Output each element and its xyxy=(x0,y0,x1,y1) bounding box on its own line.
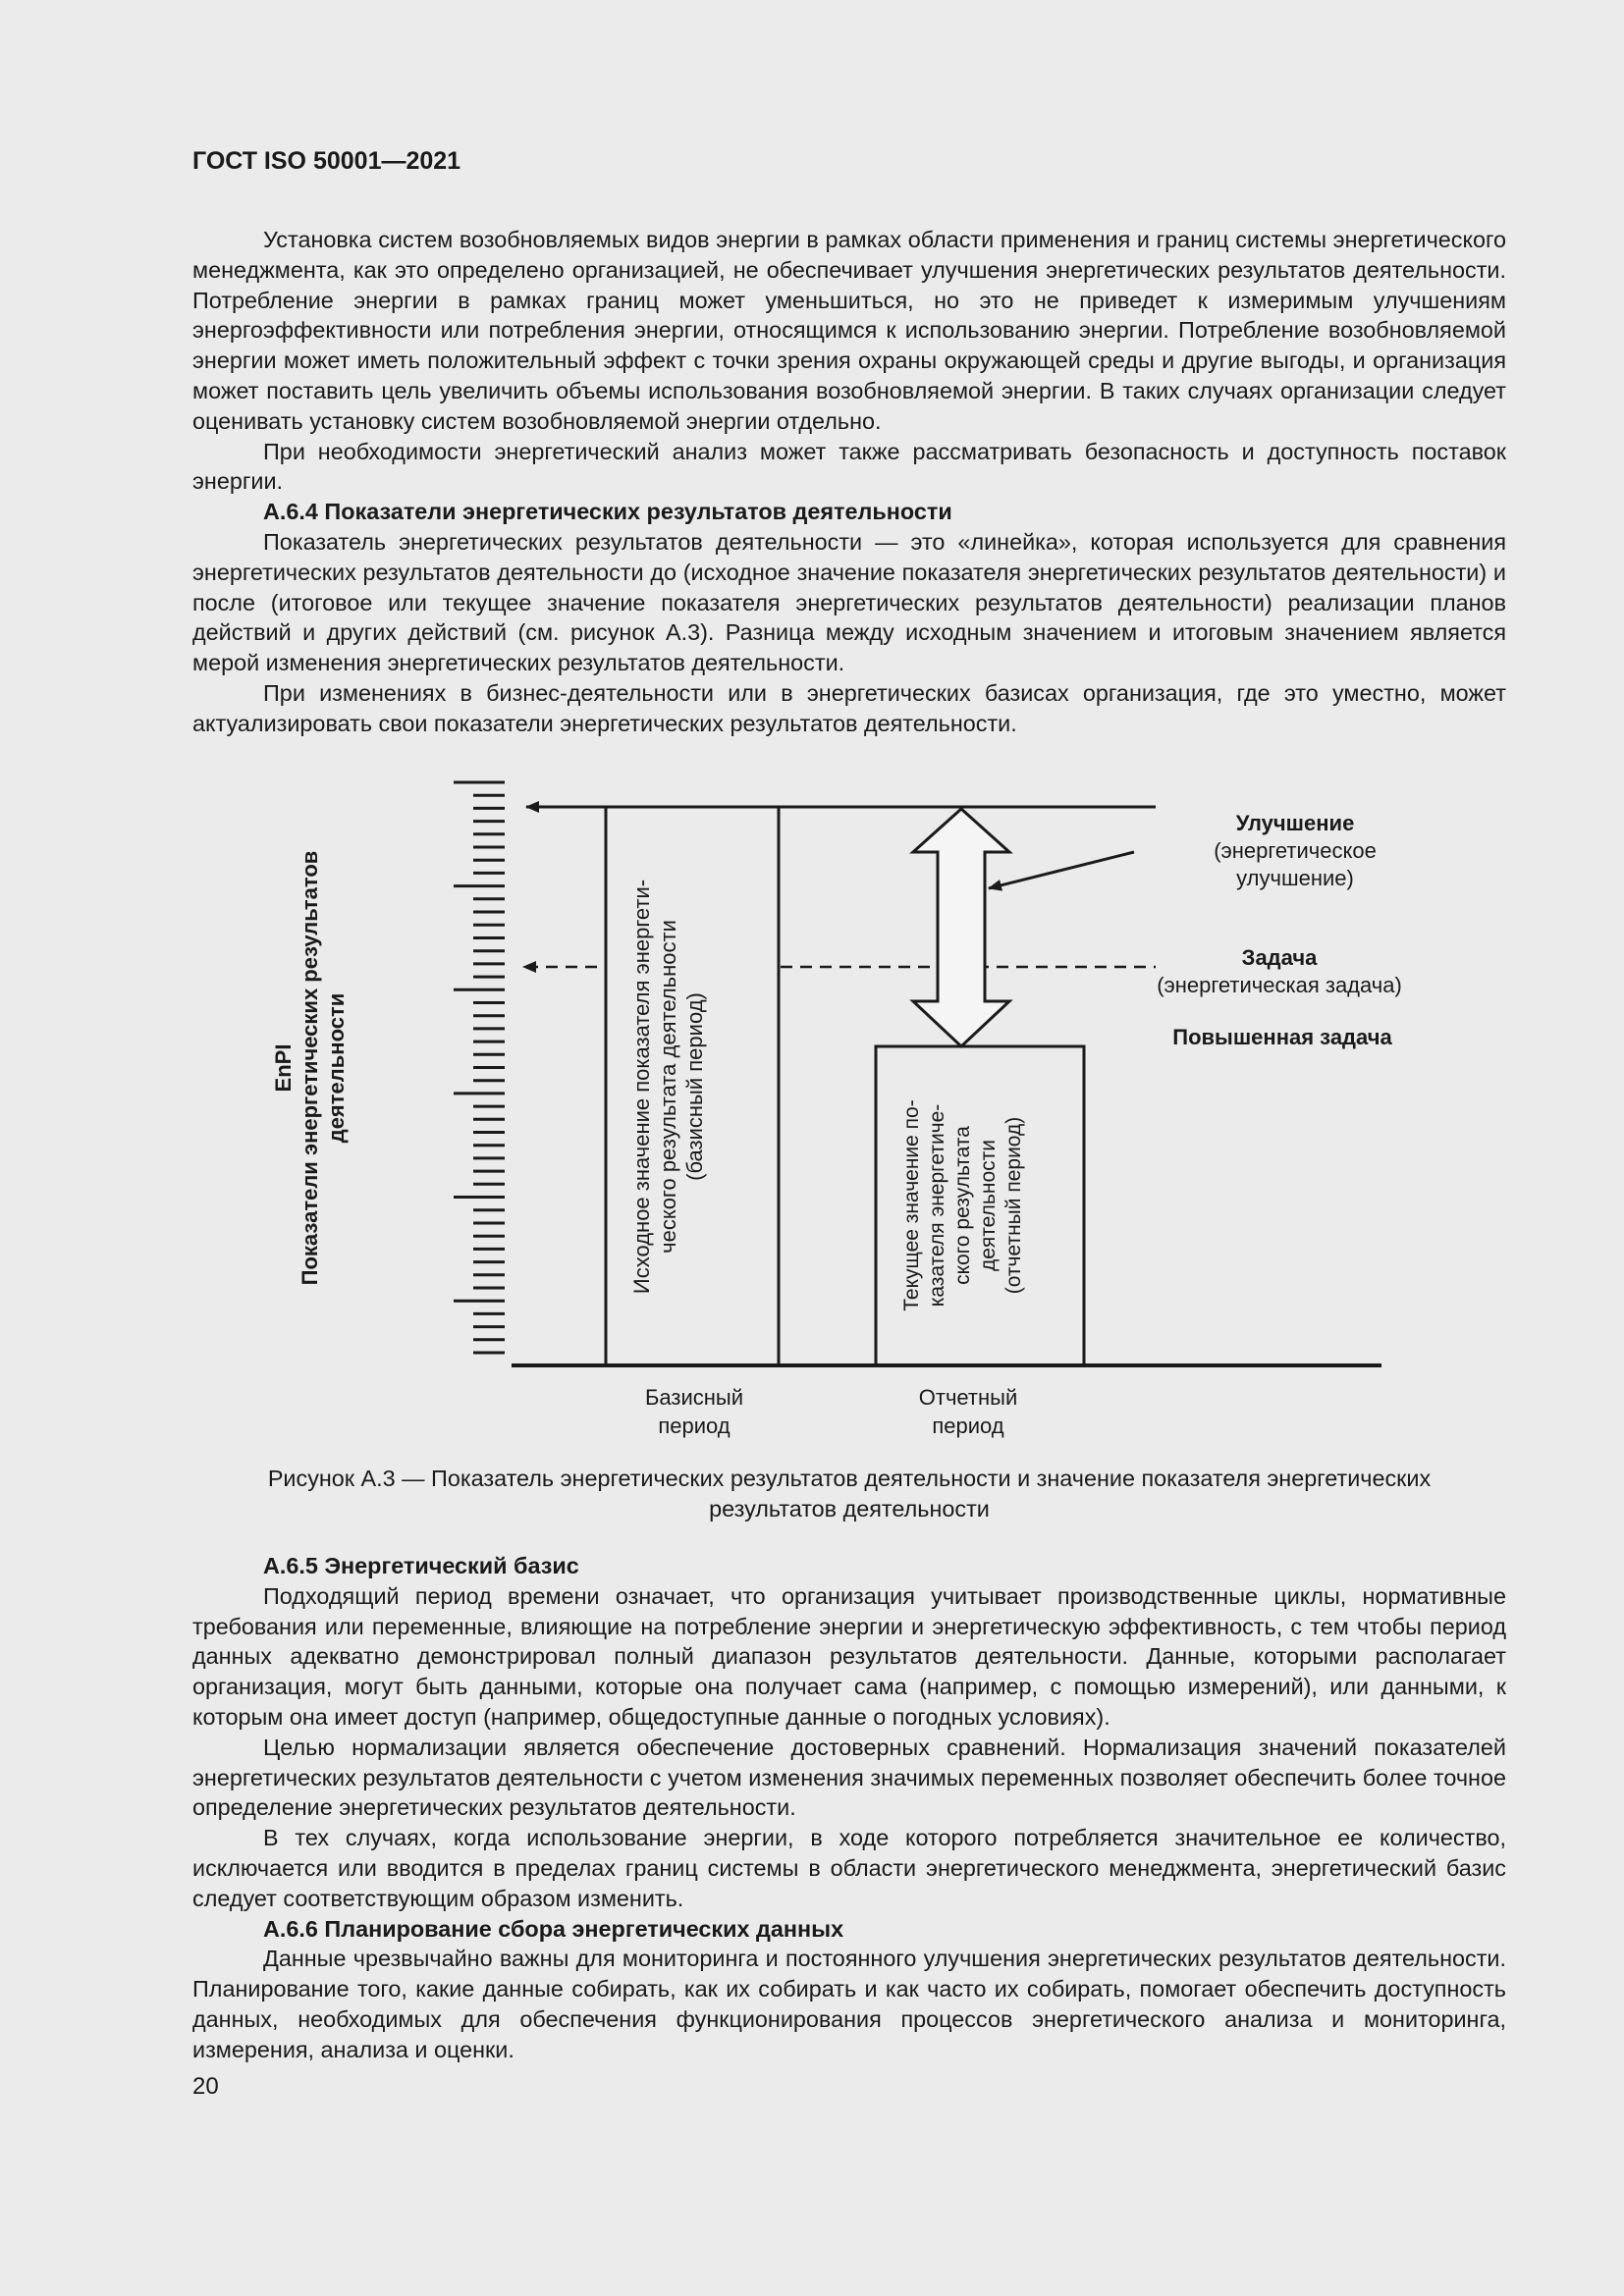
ruler-scale xyxy=(454,782,505,1353)
paragraph: Подходящий период времени означает, что организация учитывает производственные циклы, нормативные требования или переменные, влияющие на потребление энергии и энергетическую эффективность, с тем чтобы период данных адекватно демонстрировал полный диапазон результатов деятельности. Данные, которыми располагает организация, могут быть данными, которые она получает сама (например, с помощью измерений), или данными, к которым она имеет доступ (например, общедоступные данные о погодных условиях). xyxy=(192,1582,1506,1730)
current-bar-label-line2: казателя энергетиче- xyxy=(926,1103,948,1308)
improvement-pointer-arrow xyxy=(989,852,1134,888)
target-label-line2: (энергетическая задача) xyxy=(1157,973,1402,997)
paragraph: Целью нормализации является обеспечение достоверных сравнений. Нормализация значений показателей энергетических результатов деятельности с учетом изменения значимых переменных позволяет обеспечить более точное определение энергетических результатов деятельности. xyxy=(192,1734,1506,1821)
stretch-target-label: Повышенная задача xyxy=(1172,1025,1392,1049)
improvement-double-arrow xyxy=(913,809,1009,1046)
baseline-bar-label-line3: (базисный период) xyxy=(682,992,707,1181)
section-heading: А.6.6 Планирование сбора энергетических данных xyxy=(263,1915,844,1942)
baseline-bar-label-line2: ческого результата деятельности xyxy=(656,920,680,1254)
page-number: 20 xyxy=(192,2073,219,2100)
current-bar-label-line4: деятельности xyxy=(977,1140,1000,1271)
improvement-label-line3: улучшение) xyxy=(1236,866,1354,890)
y-axis-label-line2: Показатели энергетических результатов xyxy=(298,850,322,1286)
section-heading: А.6.5 Энергетический базис xyxy=(263,1553,579,1578)
paragraph: При изменениях в бизнес-деятельности или в энергетических базисах организация, где это уместно, может актуализировать свои показатели энергетических результатов деятельности. xyxy=(192,679,1506,736)
current-bar-label-line3: ского результата xyxy=(951,1126,974,1285)
figure-caption: Рисунок А.3 — Показатель энергетических результатов деятельности и значение показателя энергетических результатов деятельности xyxy=(267,1466,1432,1522)
section-energy-baseline xyxy=(192,1551,1506,2065)
section-heading: А.6.4 Показатели энергетических результатов деятельности xyxy=(263,499,952,525)
improvement-label-line2: (энергетическое xyxy=(1214,838,1377,863)
baseline-period-label-line2: период xyxy=(658,1414,731,1438)
y-axis-label-line3: деятельности xyxy=(324,992,349,1144)
reporting-period-label-line2: период xyxy=(932,1414,1004,1438)
current-bar-label-line1: Текущее значение по- xyxy=(900,1099,923,1311)
paragraph: При необходимости энергетический анализ может также рассматривать безопасность и доступность поставок энергии. xyxy=(192,438,1506,495)
document-header: ГОСТ ISO 50001—2021 xyxy=(192,147,461,175)
paragraph: Показатель энергетических результатов деятельности — это «линейка», которая используется для сравнения энергетических результатов деятельности до (исходное значение показателя энергетических результатов деятельности) и после (итоговое или текущее значение показателя энергетических результатов деятельности) реализации планов действий и других действий (см. рисунок А.3). Разница между исходным значением и итоговым значением является мерой изменения энергетических результатов деятельности. xyxy=(192,528,1506,676)
target-label-title: Задача xyxy=(1241,945,1318,970)
baseline-bar-label-line1: Исходное значение показателя энергети- xyxy=(629,879,654,1295)
y-axis-label-enpi: EnPI xyxy=(271,1043,296,1093)
paragraph: Данные чрезвычайно важны для мониторинга и постоянного улучшения энергетических результатов деятельности. Планирование того, какие данные собирать, как их собирать и как часто их собирать, помогает обеспечить доступность данных, необходимых для обеспечения функционирования процессов энергетического анализа и мониторинга, измерения, анализа и оценки. xyxy=(192,1946,1506,2062)
paragraph: Установка систем возобновляемых видов энергии в рамках области применения и границ системы энергетического менеджмента, как это определено организацией, не обеспечивает улучшения энергетических результатов деятельности. Потребление энергии в рамках границ может уменьшиться, но это не приведет к измеримым улучшениям энергоэффективности или потребления энергии, относящимся к использованию энергии. Потребление возобновляемой энергии может иметь положительный эффект с точки зрения охраны окружающей среды и другие выгоды, и организация может поставить цель увеличить объемы использования возобновляемой энергии. В таких случаях организации следует оценивать установку систем возобновляемой энергии отдельно. xyxy=(192,227,1506,434)
baseline-period-label-line1: Базисный xyxy=(644,1385,744,1410)
paragraph: В тех случаях, когда использование энергии, в ходе которого потребляется значительное ее количество, исключается или вводится в пределах границ системы в области энергетического менеджмента, энергетический базис следует соответствующим образом изменить. xyxy=(192,1825,1506,1911)
current-bar-label-line5: (отчетный период) xyxy=(1002,1116,1025,1295)
reporting-period-label-line1: Отчетный xyxy=(918,1385,1018,1410)
improvement-label-title: Улучшение xyxy=(1235,811,1355,835)
